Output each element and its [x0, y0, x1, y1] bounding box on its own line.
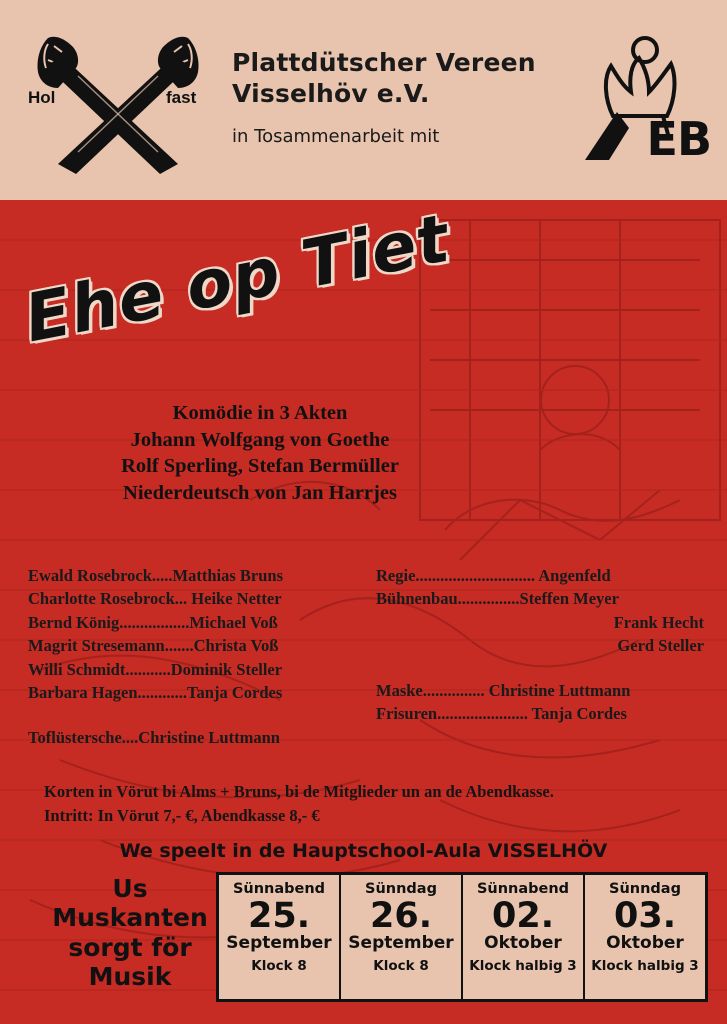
club-name-line-1: Plattdütscher Vereen [232, 48, 536, 77]
cast-column-actors [28, 564, 376, 749]
venue-line: We speelt in de Hauptschool-Aula VISSELHÖV [119, 840, 608, 862]
club-name-line-2: Visselhöv e.V. [232, 78, 430, 108]
credit-line-4: Niederdeutsch von Jan Harrjes [123, 481, 397, 504]
logo-text-hol: Hol [28, 88, 56, 107]
date-month: September [348, 932, 454, 953]
date-weekday: Sünnabend [232, 881, 326, 897]
cast-row: Toflüstersche....Christine Luttmann [28, 727, 280, 747]
logo-text-fast: fast [166, 88, 197, 107]
date-cell [583, 875, 705, 999]
crew-row: Gerd Steller [617, 636, 704, 656]
spacer [28, 705, 376, 726]
booking-line-1: Korten in Vörut bi Alms + Bruns, bi de Mitglieder un an de Abendkasse. [44, 782, 554, 801]
cast-row: Ewald Rosebrock.....Matthias Bruns [28, 566, 284, 585]
crew-row: Frisuren...................... Tanja Cordes [376, 704, 627, 724]
date-day: 25. [247, 896, 310, 936]
music-note: Us Muskanten sorgt för Musik [52, 874, 208, 991]
date-time: Klock 8 [373, 957, 429, 974]
booking-line-2: Intritt: In Vörut 7,- €, Abendkasse 8,- € [44, 805, 320, 825]
cast-row: Willi Schmidt...........Dominik Steller [28, 659, 283, 679]
date-cell [339, 875, 461, 999]
club-title-block [232, 48, 572, 147]
cast-list [28, 564, 708, 749]
date-cell [219, 875, 339, 999]
crew-row: Frank Hecht [613, 612, 704, 632]
crew-row: Regie............................. Angenfeld [376, 566, 611, 585]
cast-row: Charlotte Rosebrock... Heike Netter [28, 589, 282, 609]
date-weekday: Sünndag [365, 881, 437, 897]
date-day: 03. [613, 896, 676, 936]
date-cell [461, 875, 583, 999]
date-time: Klock halbig 3 [469, 957, 577, 974]
crew-row: Bühnenbau...............Steffen Meyer [376, 589, 619, 609]
date-day: 26. [369, 896, 432, 936]
dates-table [216, 872, 708, 1002]
date-day: 02. [491, 896, 554, 936]
cast-row: Barbara Hagen............Tanja Cordes [28, 683, 283, 703]
leb-logo-text: EB [646, 112, 711, 166]
date-time: Klock halbig 3 [591, 957, 699, 974]
date-month: Oktober [606, 932, 684, 953]
show-credits [60, 400, 460, 507]
poster-body [0, 200, 727, 1024]
show-title: Ehe op Tiet [18, 200, 456, 358]
credit-line-1: Komödie in 3 Akten [172, 402, 348, 424]
booking-info [44, 780, 694, 828]
cast-row: Bernd König.................Michael Voß [28, 612, 278, 632]
date-weekday: Sünnabend [476, 881, 570, 897]
cooperation-text: in Tosammenarbeit mit [232, 126, 440, 147]
cast-row: Magrit Stresemann.......Christa Voß [28, 636, 279, 656]
date-month: Oktober [484, 932, 562, 953]
date-time: Klock 8 [251, 957, 307, 974]
crew-row: Maske............... Christine Luttmann [376, 680, 631, 700]
cast-column-crew [376, 564, 708, 749]
credit-line-3: Rolf Sperling, Stefan Bermüller [121, 455, 399, 478]
date-weekday: Sünndag [609, 881, 681, 897]
credit-line-2: Johann Wolfgang von Goethe [130, 428, 390, 451]
poster-header [0, 0, 727, 198]
spacer [376, 658, 708, 679]
date-month: September [226, 932, 332, 953]
